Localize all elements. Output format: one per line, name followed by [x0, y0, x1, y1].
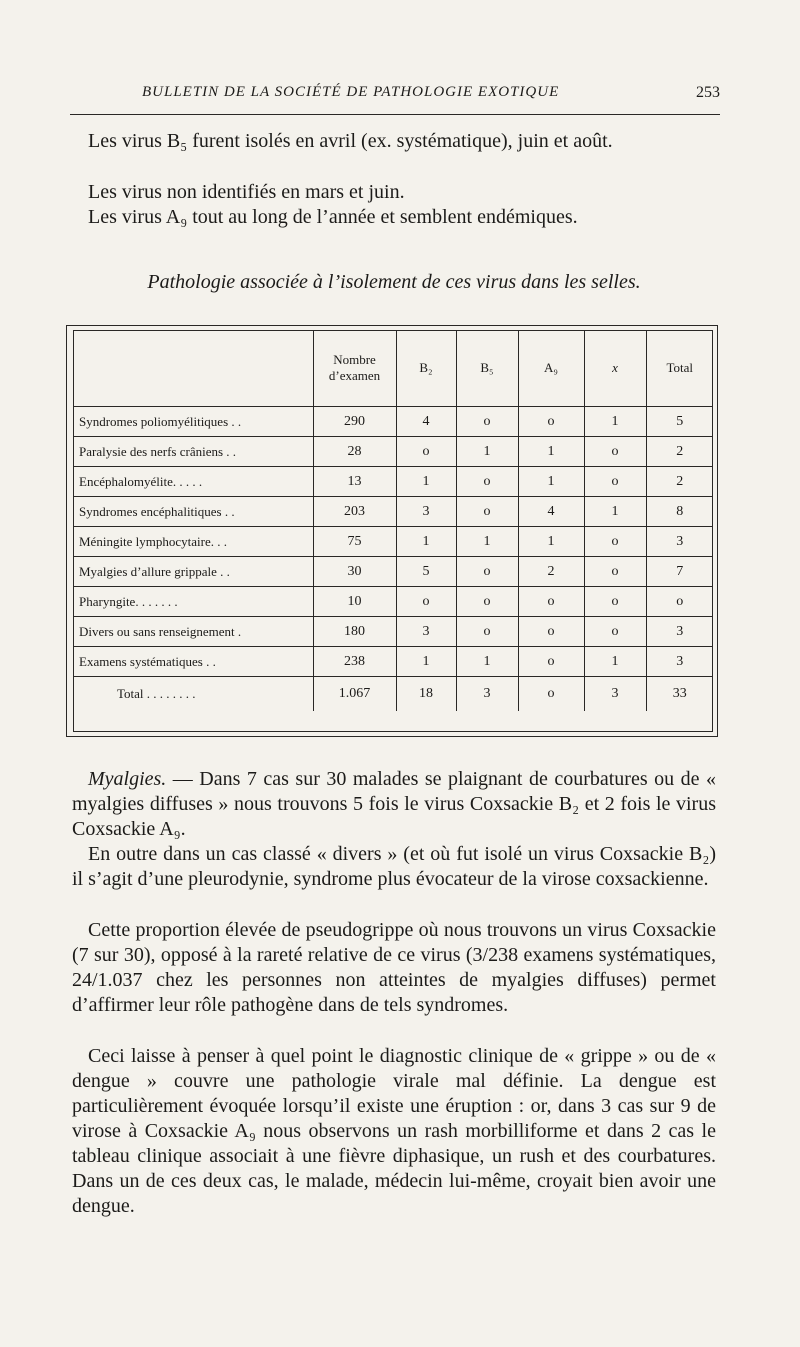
paragraph-myalgies-text: — Dans 7 cas sur 30 malades se plaignant de courbatures ou de « myalgies diffuses » nous trouvons 5 fois le virus Coxsackie B₂ et 2 fois le virus Coxsackie A₉.	[72, 768, 716, 840]
cell-b2: 3	[396, 497, 456, 527]
cell-x: o	[584, 617, 646, 647]
table-row	[73, 467, 713, 497]
row-label: Divers ou sans renseignement .	[73, 617, 313, 647]
table-row	[73, 617, 713, 647]
total-total: 33	[646, 677, 713, 712]
cell-x: 1	[584, 407, 646, 437]
header-a9: A₉	[518, 330, 584, 407]
row-label: Méningite lymphocytaire. . .	[73, 527, 313, 557]
total-x: 3	[584, 677, 646, 712]
cell-total: 2	[646, 467, 713, 497]
table-row	[73, 497, 713, 527]
cell-x: o	[584, 437, 646, 467]
row-label: Paralysie des nerfs crâniens . .	[73, 437, 313, 467]
cell-total: 3	[646, 527, 713, 557]
cell-b5: o	[456, 497, 518, 527]
cell-a9: 4	[518, 497, 584, 527]
cell-b5: 1	[456, 647, 518, 677]
cell-b2: 1	[396, 647, 456, 677]
header-nombre-line1: Nombre	[333, 352, 376, 367]
cell-nombre: 238	[313, 647, 396, 677]
cell-a9: 1	[518, 437, 584, 467]
paragraph-lead: Myalgies.	[88, 768, 167, 790]
cell-total: o	[646, 587, 713, 617]
table-row	[73, 647, 713, 677]
intro-line-2: Les virus non identifiés en mars et juin.	[88, 181, 405, 203]
cell-nombre: 203	[313, 497, 396, 527]
row-label: Myalgies d’allure grippale . .	[73, 557, 313, 587]
cell-b5: 1	[456, 527, 518, 557]
cell-total: 8	[646, 497, 713, 527]
total-b5: 3	[456, 677, 518, 712]
cell-b2: o	[396, 587, 456, 617]
paragraph-myalgies	[72, 767, 716, 842]
table-row	[73, 557, 713, 587]
cell-b2: 3	[396, 617, 456, 647]
cell-b5: o	[456, 557, 518, 587]
cell-b2: o	[396, 437, 456, 467]
header-nombre	[313, 330, 396, 407]
cell-b2: 1	[396, 527, 456, 557]
paragraph-2: En outre dans un cas classé « divers » (et où fut isolé un virus Coxsackie B₂) il s’agit d’une pleurodynie, syndrome plus évocateur de la virose coxsackienne.	[72, 843, 716, 890]
cell-x: o	[584, 587, 646, 617]
cell-b5: o	[456, 587, 518, 617]
cell-total: 7	[646, 557, 713, 587]
cell-a9: o	[518, 647, 584, 677]
table-row	[73, 587, 713, 617]
cell-x: o	[584, 557, 646, 587]
header-rule	[70, 114, 720, 115]
header-empty-cell	[73, 330, 313, 407]
cell-b5: o	[456, 467, 518, 497]
cell-nombre: 180	[313, 617, 396, 647]
cell-nombre: 28	[313, 437, 396, 467]
cell-total: 2	[646, 437, 713, 467]
paragraph-3: Cette proportion élevée de pseudogrippe où nous trouvons un virus Coxsackie (7 sur 30), opposé à la rareté relative de ce virus (3/238 examens systématiques, 24/1.037 chez les personnes non atteintes de myalgies diffuses) permet d’affirmer leur rôle pathogène dans de tels syndromes.	[72, 919, 716, 1016]
table-row	[73, 437, 713, 467]
cell-nombre: 13	[313, 467, 396, 497]
cell-nombre: 290	[313, 407, 396, 437]
cell-a9: o	[518, 617, 584, 647]
paragraph-4: Ceci laisse à penser à quel point le diagnostic clinique de « grippe » ou de « dengue » couvre une pathologie virale mal définie. La dengue est particulièrement évoquée lorsqu’il existe une éruption : or, dans 3 cas sur 9 de virose à Coxsackie A₉ nous observons un rash morbilliforme et dans 2 cas le tableau clinique associait à une fièvre diphasique, un rush et des courbatures. Dans un de ces deux cas, le malade, médecin lui-même, croyait bien avoir une dengue.	[72, 1045, 716, 1217]
row-label: Syndromes encéphalitiques . .	[73, 497, 313, 527]
cell-b5: 1	[456, 437, 518, 467]
header-nombre-line2: d’examen	[328, 368, 381, 383]
header-b5: B₅	[456, 330, 518, 407]
cell-nombre: 10	[313, 587, 396, 617]
cell-b5: o	[456, 407, 518, 437]
total-label: Total . . . . . . . .	[117, 686, 196, 701]
table-header-row	[73, 330, 713, 407]
cell-a9: 1	[518, 527, 584, 557]
cell-total: 5	[646, 407, 713, 437]
total-a9: o	[518, 677, 584, 712]
header-b2: B₂	[396, 330, 456, 407]
table-total-row	[73, 677, 713, 712]
header-total: Total	[646, 330, 713, 407]
cell-total: 3	[646, 617, 713, 647]
row-label: Syndromes poliomyélitiques . .	[73, 407, 313, 437]
virus-pathology-table	[73, 330, 713, 711]
cell-nombre: 30	[313, 557, 396, 587]
section-heading: Pathologie associée à l’isolement de ces virus dans les selles.	[147, 271, 641, 293]
cell-x: o	[584, 527, 646, 557]
cell-b2: 1	[396, 467, 456, 497]
cell-b2: 4	[396, 407, 456, 437]
cell-b5: o	[456, 617, 518, 647]
table-row	[73, 407, 713, 437]
cell-x: 1	[584, 497, 646, 527]
cell-a9: o	[518, 407, 584, 437]
row-label: Examens systématiques . .	[73, 647, 313, 677]
total-nombre: 1.067	[313, 677, 396, 712]
cell-a9: o	[518, 587, 584, 617]
page-number: 253	[696, 84, 720, 101]
cell-x: 1	[584, 647, 646, 677]
cell-total: 3	[646, 647, 713, 677]
cell-nombre: 75	[313, 527, 396, 557]
table-row	[73, 527, 713, 557]
header-x: x	[584, 330, 646, 407]
cell-a9: 1	[518, 467, 584, 497]
cell-a9: 2	[518, 557, 584, 587]
journal-title: BULLETIN DE LA SOCIÉTÉ DE PATHOLOGIE EXOTIQUE	[142, 84, 560, 100]
row-label: Pharyngite. . . . . . .	[73, 587, 313, 617]
cell-b2: 5	[396, 557, 456, 587]
total-b2: 18	[396, 677, 456, 712]
cell-x: o	[584, 467, 646, 497]
intro-line-3: Les virus A₉ tout au long de l’année et semblent endémiques.	[88, 206, 578, 228]
row-label: Encéphalomyélite. . . . .	[73, 467, 313, 497]
intro-line-1: Les virus B₅ furent isolés en avril (ex. systématique), juin et août.	[88, 130, 613, 152]
